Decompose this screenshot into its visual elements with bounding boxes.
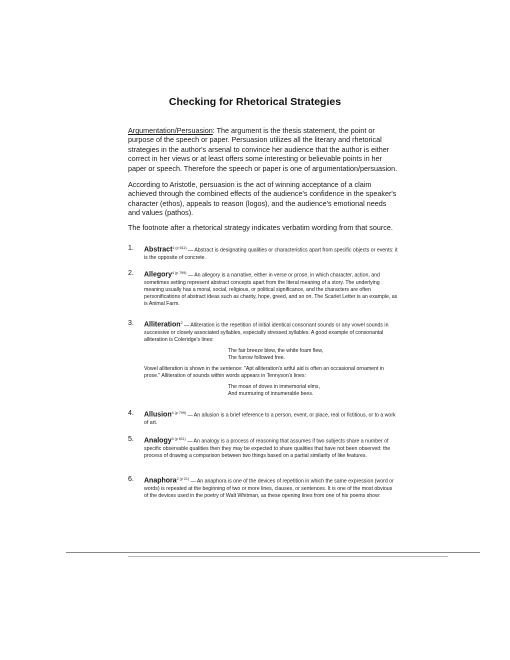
item-text: — An analogy is a process of reasoning that assumes if two subjects share a number of specific observable qualities then they may be expected to share qualities that have not been observed: the process of drawing a comparison between two things based on a partial similarity of like features.	[144, 438, 391, 459]
item-term: Analogy	[144, 437, 172, 445]
item-ref: 4 (p 799)	[171, 411, 187, 415]
item-ref: 1 (p 611)	[172, 246, 187, 250]
item-term: Allegory	[144, 271, 173, 279]
item-text: — Abstract is designating qualities or characteristics apart from specific objects or events: it is the opposite of concrete.	[144, 247, 398, 261]
list-item	[128, 245, 398, 262]
intro-text: : The argument is the thesis statement, the point or purpose of the speech or paper. Persuasion utilizes all the literary and rhetorical strategies in the author's arsenal to convince her audience that the author is either correct in her views or at least offers some interesting or believable points in her paper or speech. Therefore the speech or paper is one of argumentation/persuasion.	[128, 126, 398, 173]
aristotle-paragraph: According to Aristotle, persuasion is the act of winning acceptance of a claim achieved through the combined effects of the audience's confidence in the speaker's character (ethos), appeals to reason (logos), and the audience's emotional needs and values (pathos).	[128, 180, 397, 218]
footnote-note: The footnote after a rhetorical strategy indicates verbatim wording from that source.	[128, 223, 393, 232]
quote-block	[228, 384, 398, 398]
quote-line: The fair breeze blew, the white foam flew,	[228, 347, 324, 354]
list-item	[128, 410, 398, 427]
intro-term: Argumentation/Persuasion	[128, 126, 213, 135]
item-text: — An allusion is a brief reference to a person, event, or place, real or fictitious, or to a work of art.	[144, 412, 396, 426]
item-number: 3.	[128, 320, 134, 327]
item-text: — Alliteration is the repetition of initial identical consonant sounds or any vowel sounds in successive or closely associated syllables, especially stressed syllables. A good example of consonantal alliteration is Coleridge's lines:	[144, 322, 389, 343]
item-number: 4.	[128, 410, 134, 417]
item-term: Alliteration	[144, 321, 181, 329]
quote-line: The moan of doves in immemorial elms,	[228, 383, 320, 390]
quote-line: And murmuring of innumerable bees.	[228, 390, 314, 397]
page-divider	[66, 552, 480, 553]
item-mid-text: Vowel alliteration is shown in the sentence: "Apt alliteration's artful aid is often an occasional ornament in prose." Alliteration of sounds within words appears in Tennyson's lines:	[144, 365, 384, 379]
item-ref: 4 (p 799)	[172, 271, 187, 275]
item-term: Allusion	[144, 411, 172, 419]
item-ref: 2	[180, 321, 183, 325]
quote-block	[228, 348, 398, 362]
item-text: — An anaphora is one of the devices of repetition in which the same expression (word or words) is repeated at the beginning of two or more lines, clauses, or sentences. It is one of the most obvious of the devices used in the poetry of Walt Whitman, as these opening lines from one of his poems show:	[144, 478, 394, 499]
item-number: 5.	[128, 436, 134, 443]
page-divider-faint	[128, 556, 448, 557]
item-ref: 2 (p 21)	[176, 477, 190, 481]
item-term: Anaphora	[144, 477, 177, 485]
quote-line: The furrow followed free.	[228, 354, 286, 361]
item-number: 1.	[128, 245, 134, 252]
item-ref: 3 (p 611)	[171, 437, 186, 441]
page-title: Checking for Rhetorical Strategies	[168, 96, 342, 108]
list-item	[128, 270, 398, 308]
item-term: Abstract	[144, 246, 173, 254]
item-number: 2.	[128, 270, 134, 277]
list-item	[128, 436, 398, 460]
intro-paragraph	[128, 126, 398, 173]
item-text: — An allegory is a narrative, either in verse or prose, in which character, action, and sometimes setting represent abstract concepts apart from the literal meaning of a story. The underlying meaning usually has a moral, social, religious, or political significance, and the characters are often personifications of abstract ideas such as charity, hope, greed, and so on. The Scarlet Letter is an example, as is Animal Farm.	[144, 272, 398, 307]
list-item	[128, 476, 398, 500]
item-number: 6.	[128, 476, 134, 483]
list-item	[128, 320, 398, 402]
